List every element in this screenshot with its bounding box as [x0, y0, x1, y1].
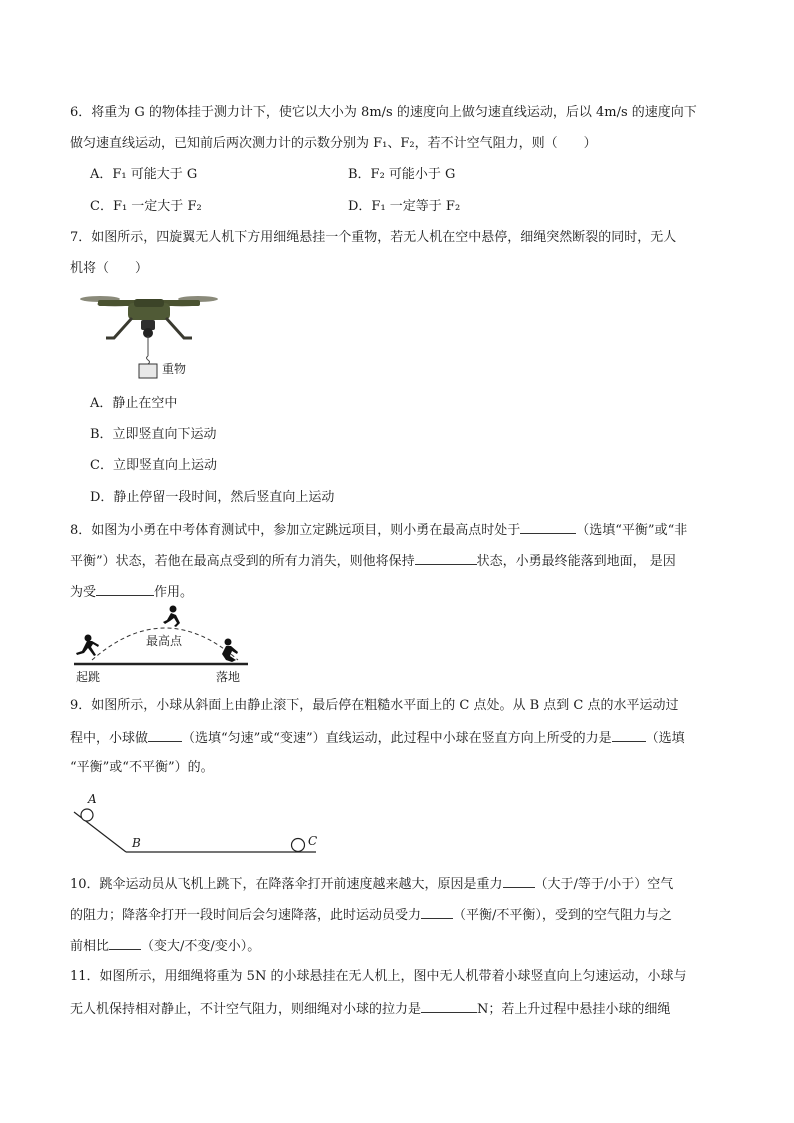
q7-option-b: B．立即竖直向下运动 [90, 427, 217, 442]
q7-fig-weight-label: 重物 [162, 362, 187, 376]
q7-option-c: C．立即竖直向上运动 [90, 458, 217, 473]
q9-line-2-text-a: 程中，小球做 [70, 731, 149, 746]
q9-label-c: C [308, 834, 318, 848]
q9-blank-2[interactable] [612, 727, 646, 742]
q10-line-2-text-a: 的阻力；降落伞打开一段时间后会匀速降落，此时运动员受力 [70, 908, 422, 923]
q8-line-3-text-b: 作用。 [154, 585, 194, 600]
q10-blank-1[interactable] [503, 873, 535, 888]
q8-line-1-text-a: 8．如图为小勇在中考体育测试中，参加立定跳远项目，则小勇在最高点时处于 [70, 523, 521, 538]
q8-line-1-text-b: （选填“平衡”或“非 [576, 523, 688, 538]
q11-line-2-text-b: N；若上升过程中悬挂小球的细绳 [477, 1002, 671, 1017]
q6-option-c: C．F₁ 一定大于 F₂ [90, 199, 202, 214]
q7-line-2: 机将（ ） [70, 261, 149, 276]
q8-line-3-text-a: 为受 [70, 585, 97, 600]
q10-line-3-text-a: 前相比 [70, 939, 110, 954]
q8-line-2 [70, 550, 676, 572]
q9-line-2-text-c: （选填 [645, 731, 685, 746]
q9-line-2-text-b: （选填“匀速”或“变速”）直线运动，此过程中小球在竖直方向上所受的力是 [182, 731, 612, 746]
q7-line-1: 7．如图所示，四旋翼无人机下方用细绳悬挂一个重物，若无人机在空中悬停，细绳突然断裂的同时，无人 [70, 230, 677, 245]
ball-at-c [292, 839, 305, 852]
q9-label-a: A [88, 792, 97, 806]
q11-line-2-text-a: 无人机保持相对静止，不计空气阻力，则细绳对小球的拉力是 [70, 1002, 422, 1017]
q10-line-2-text-b: （平衡/不平衡），受到的空气阻力与之 [453, 908, 672, 923]
q6-line-1: 6．将重为 G 的物体挂于测力计下，使它以大小为 8m/s 的速度向上做匀速直线运动，后以 4m/s 的速度向下 [70, 105, 697, 120]
q10-blank-2[interactable] [421, 904, 453, 919]
jumper-land-icon [222, 639, 238, 663]
q10-line-3-text-b: （变大/不变/变小）。 [141, 939, 261, 954]
q8-blank-1[interactable] [520, 519, 576, 534]
q8-line-2-text-a: 平衡”）状态，若他在最高点受到的所有力消失，则他将保持 [70, 554, 415, 569]
q8-line-1 [70, 519, 687, 541]
q6-option-d: D．F₁ 一定等于 F₂ [348, 199, 461, 214]
q8-blank-2[interactable] [415, 550, 477, 565]
q7-option-d: D．静止停留一段时间，然后竖直向上运动 [90, 490, 335, 505]
q7-option-a: A．静止在空中 [90, 396, 178, 411]
ball-at-a [81, 809, 93, 821]
q10-line-2 [70, 904, 672, 926]
q8-fig-start-label: 起跳 [76, 670, 101, 684]
q6-option-a: A．F₁ 可能大于 G [90, 167, 198, 182]
q10-blank-3[interactable] [109, 935, 141, 950]
q10-line-1-text-b: （大于/等于/小于）空气 [534, 877, 674, 892]
q8-line-2-text-b: 状态，小勇最终能落到地面， 是因 [476, 554, 676, 569]
q8-blank-3[interactable] [96, 581, 154, 596]
q8-fig-top-label: 最高点 [146, 634, 183, 648]
ramp-figure [70, 800, 330, 860]
q10-line-3 [70, 935, 260, 957]
q8-line-3 [70, 581, 193, 603]
q9-blank-1[interactable] [148, 727, 182, 742]
jumper-top-icon [163, 606, 180, 628]
q9-line-3: “平衡”或“不平衡”）的。 [70, 760, 214, 775]
q9-line-1: 9．如图所示，小球从斜面上由静止滚下，最后停在粗糙水平面上的 C 点处。从 B 点到 C 点的水平运动过 [70, 698, 679, 713]
jumper-start-icon [76, 635, 99, 657]
q9-label-b: B [132, 836, 141, 850]
q9-line-2 [70, 727, 685, 749]
q10-line-1-text-a: 10．跳伞运动员从飞机上跳下，在降落伞打开前速度越来越大，原因是重力 [70, 877, 503, 892]
q6-option-b: B．F₂ 可能小于 G [348, 167, 456, 182]
q11-blank-1[interactable] [421, 998, 477, 1013]
q8-fig-land-label: 落地 [216, 670, 241, 684]
drone-figure [70, 290, 230, 382]
q10-line-1 [70, 873, 673, 895]
q6-line-2: 做匀速直线运动，已知前后两次测力计的示数分别为 F₁、F₂，若不计空气阻力，则（ ） [70, 136, 597, 151]
drone-icon [80, 296, 218, 378]
q11-line-2 [70, 998, 670, 1020]
q11-line-1: 11．如图所示，用细绳将重为 5N 的小球悬挂在无人机上，图中无人机带着小球竖直向上匀速运动，小球与 [70, 969, 687, 984]
